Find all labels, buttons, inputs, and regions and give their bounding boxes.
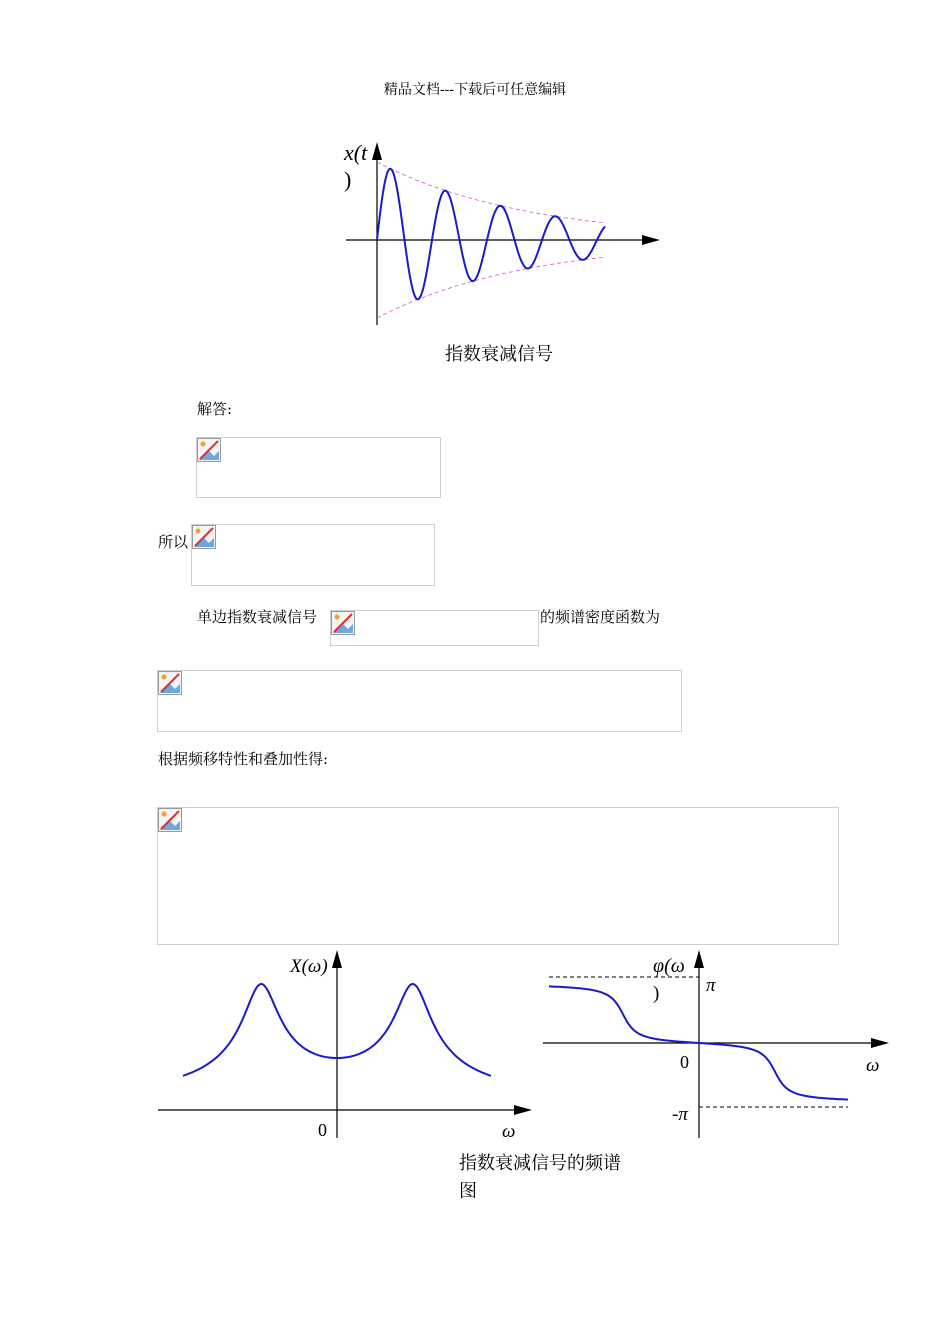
formula-image-3: [330, 610, 539, 646]
phase-ylabel: φ(ω: [653, 955, 685, 977]
broken-image-icon: [158, 671, 182, 695]
fig1-upper-envelope: [377, 162, 605, 223]
single-sided-prefix: 单边指数衰减信号: [197, 608, 318, 626]
answer-label: 解答:: [197, 400, 233, 418]
magnitude-y-arrow: [332, 950, 342, 968]
broken-image-icon: [158, 808, 182, 832]
phase-origin: 0: [680, 1052, 689, 1072]
phase-neg-pi-label: -π: [672, 1104, 688, 1125]
fig1-signal-curve: [377, 169, 605, 300]
formula-image-5: [157, 807, 839, 945]
magnitude-curve: [183, 984, 491, 1076]
single-sided-suffix: 的频谱密度函数为: [540, 608, 661, 626]
phase-xlabel: ω: [866, 1055, 880, 1076]
spectrum-caption-line1: 指数衰减信号的频谱: [459, 1153, 621, 1174]
spectrum-caption-line2: 图: [459, 1181, 477, 1202]
magnitude-x-arrow: [514, 1105, 532, 1115]
phase-pi-label: π: [706, 975, 716, 996]
phase-y-arrow: [694, 950, 704, 968]
formula-image-4: [157, 670, 682, 732]
so-label: 所以: [158, 533, 189, 551]
fig1-caption: 指数衰减信号: [445, 344, 553, 365]
frequency-shift-text: 根据频移特性和叠加性得:: [158, 750, 329, 768]
magnitude-xlabel: ω: [502, 1121, 516, 1142]
fig1-lower-envelope: [377, 257, 605, 318]
fig1-x-arrow: [642, 235, 660, 245]
formula-image-1: [196, 437, 441, 498]
page-header: 精品文档---下载后可任意编辑: [383, 82, 567, 98]
phase-x-arrow: [871, 1038, 889, 1048]
broken-image-icon: [197, 438, 221, 462]
broken-image-icon: [192, 525, 216, 549]
broken-image-icon: [331, 611, 355, 635]
formula-image-2: [191, 524, 435, 586]
phase-ylabel-paren: ): [653, 983, 660, 1004]
phase-curve: [549, 986, 848, 1099]
fig1-ylabel-paren: ): [344, 167, 352, 192]
fig1-ylabel: x(t: [344, 140, 368, 165]
magnitude-origin: 0: [318, 1120, 327, 1140]
magnitude-ylabel: X(ω): [290, 956, 328, 977]
fig1-y-arrow: [372, 142, 382, 160]
